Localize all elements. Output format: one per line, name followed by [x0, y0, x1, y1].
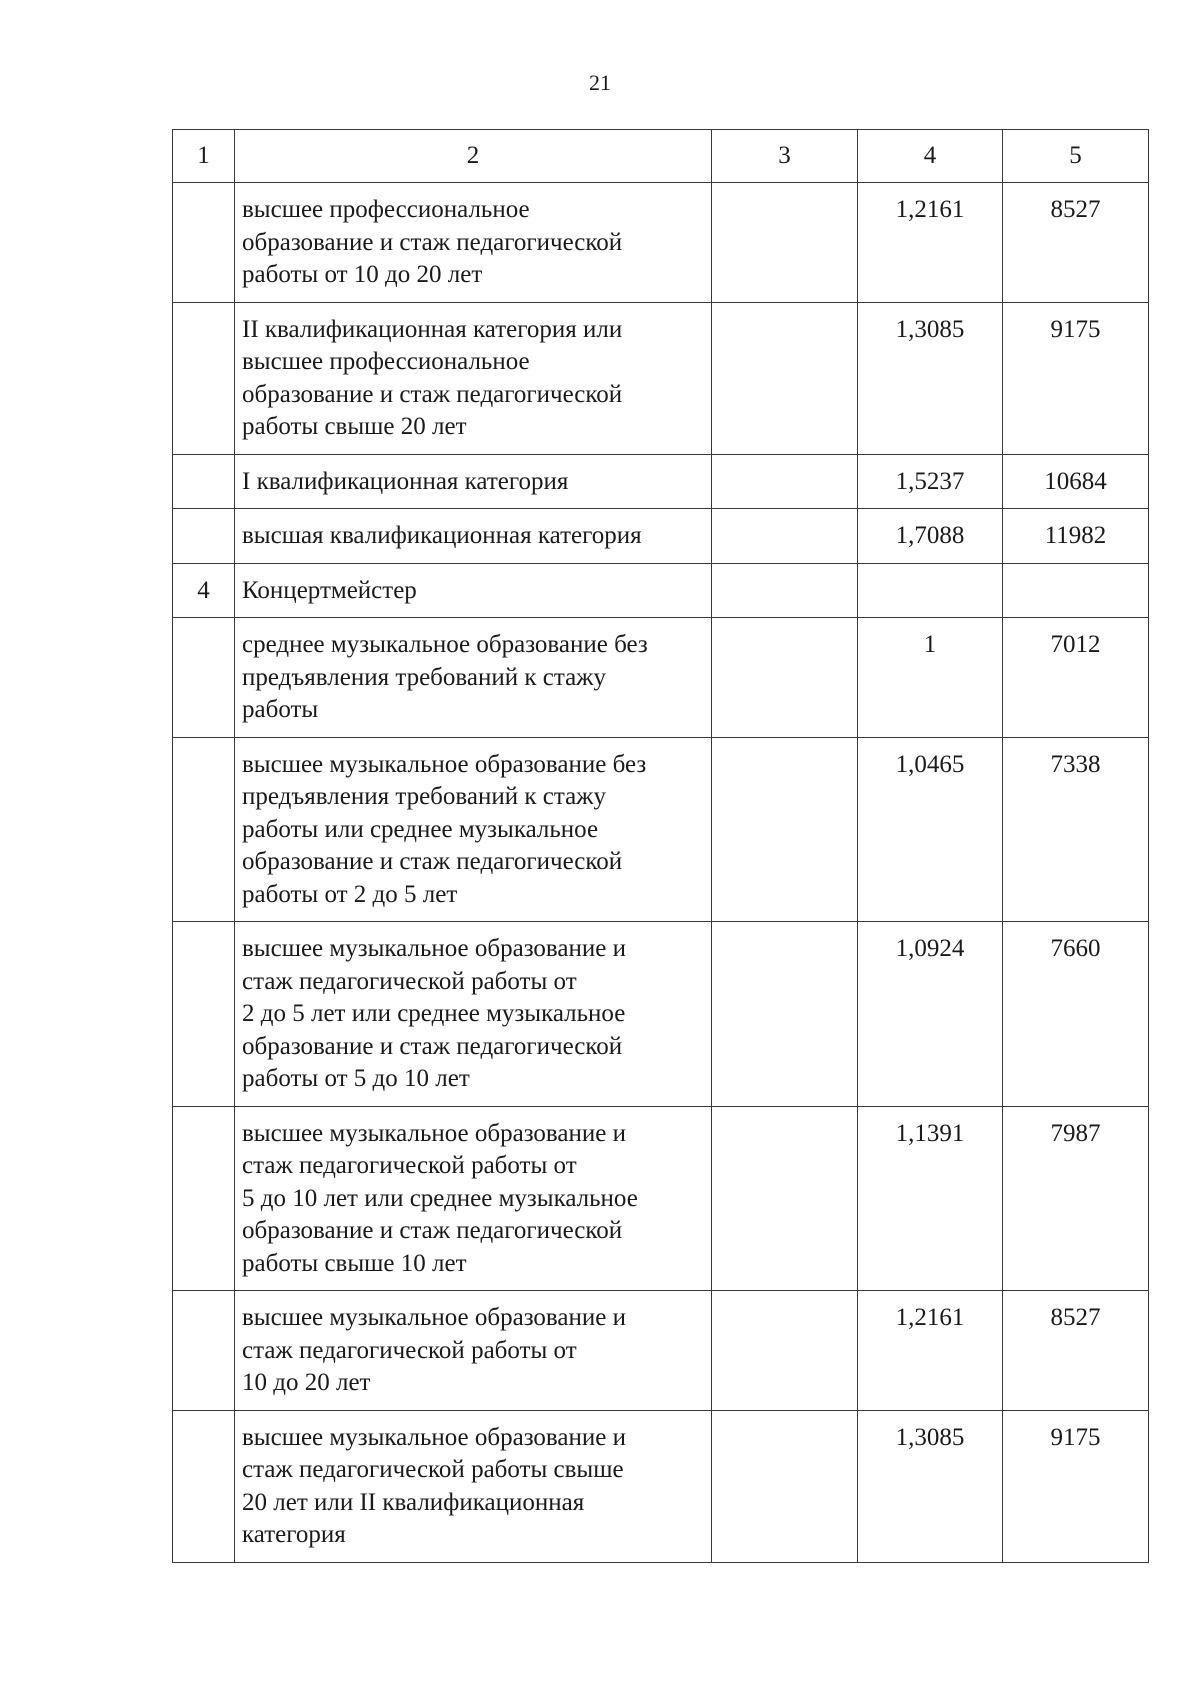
- row-number-cell: [173, 1106, 235, 1291]
- row-value-cell: 8527: [1003, 1291, 1149, 1411]
- row-coefficient-cell: 1,2161: [858, 1291, 1003, 1411]
- row-col3-cell: [712, 1291, 858, 1411]
- row-number-cell: [173, 737, 235, 922]
- table-row: [173, 302, 1149, 454]
- row-coefficient-cell: 1,5237: [858, 454, 1003, 509]
- row-coefficient-cell: 1: [858, 618, 1003, 738]
- header-cell-5: 5: [1003, 130, 1149, 183]
- row-value-cell: 11982: [1003, 509, 1149, 564]
- row-coefficient-cell: 1,0465: [858, 737, 1003, 922]
- table-row: [173, 509, 1149, 564]
- row-description-cell: высшее профессиональное образование и стаж педагогической работы от 10 до 20 лет: [235, 183, 712, 303]
- row-col3-cell: [712, 1106, 858, 1291]
- row-description-cell: II квалификационная категория или высшее профессиональное образование и стаж педагогической работы свыше 20 лет: [235, 302, 712, 454]
- row-coefficient-cell: 1,3085: [858, 302, 1003, 454]
- row-description-cell: высшая квалификационная категория: [235, 509, 712, 564]
- row-description-cell: Концертмейстер: [235, 563, 712, 618]
- row-col3-cell: [712, 737, 858, 922]
- row-number-cell: [173, 183, 235, 303]
- row-number-cell: [173, 454, 235, 509]
- row-col3-cell: [712, 183, 858, 303]
- page-number: 21: [589, 70, 611, 95]
- row-value-cell: 7338: [1003, 737, 1149, 922]
- row-col3-cell: [712, 509, 858, 564]
- row-number-cell: [173, 922, 235, 1107]
- row-value-cell: 7660: [1003, 922, 1149, 1107]
- row-value-cell: 7012: [1003, 618, 1149, 738]
- header-cell-3: 3: [712, 130, 858, 183]
- row-coefficient-cell: 1,7088: [858, 509, 1003, 564]
- table-row: [173, 1291, 1149, 1411]
- row-description-cell: высшее музыкальное образование без предъявления требований к стажу работы или среднее музыкальное образование и стаж педагогической работы от 2 до 5 лет: [235, 737, 712, 922]
- row-col3-cell: [712, 302, 858, 454]
- row-col3-cell: [712, 618, 858, 738]
- table-row: [173, 1410, 1149, 1562]
- table-row: [173, 183, 1149, 303]
- row-coefficient-cell: 1,2161: [858, 183, 1003, 303]
- salary-table: [172, 129, 1149, 1563]
- row-description-cell: высшее музыкальное образование и стаж педагогической работы свыше 20 лет или II квалификационная категория: [235, 1410, 712, 1562]
- header-cell-2: 2: [235, 130, 712, 183]
- header-cell-4: 4: [858, 130, 1003, 183]
- table-row: [173, 563, 1149, 618]
- row-number-cell: [173, 302, 235, 454]
- row-col3-cell: [712, 922, 858, 1107]
- table-row: [173, 922, 1149, 1107]
- row-value-cell: 7987: [1003, 1106, 1149, 1291]
- row-number-cell: [173, 509, 235, 564]
- table-header-row: [173, 130, 1149, 183]
- table-row: [173, 618, 1149, 738]
- row-number-cell: [173, 1410, 235, 1562]
- row-description-cell: I квалификационная категория: [235, 454, 712, 509]
- row-value-cell: [1003, 563, 1149, 618]
- row-value-cell: 8527: [1003, 183, 1149, 303]
- table-row: [173, 454, 1149, 509]
- row-number-cell: 4: [173, 563, 235, 618]
- row-coefficient-cell: 1,1391: [858, 1106, 1003, 1291]
- row-value-cell: 9175: [1003, 1410, 1149, 1562]
- row-description-cell: высшее музыкальное образование и стаж педагогической работы от 5 до 10 лет или среднее музыкальное образование и стаж педагогической работы свыше 10 лет: [235, 1106, 712, 1291]
- row-coefficient-cell: 1,3085: [858, 1410, 1003, 1562]
- row-description-cell: среднее музыкальное образование без предъявления требований к стажу работы: [235, 618, 712, 738]
- header-cell-1: 1: [173, 130, 235, 183]
- row-col3-cell: [712, 454, 858, 509]
- row-value-cell: 9175: [1003, 302, 1149, 454]
- table-body: [173, 183, 1149, 1563]
- row-col3-cell: [712, 1410, 858, 1562]
- row-number-cell: [173, 1291, 235, 1411]
- row-coefficient-cell: 1,0924: [858, 922, 1003, 1107]
- row-number-cell: [173, 618, 235, 738]
- row-coefficient-cell: [858, 563, 1003, 618]
- table-row: [173, 1106, 1149, 1291]
- row-description-cell: высшее музыкальное образование и стаж педагогической работы от 10 до 20 лет: [235, 1291, 712, 1411]
- row-description-cell: высшее музыкальное образование и стаж педагогической работы от 2 до 5 лет или среднее музыкальное образование и стаж педагогической работы от 5 до 10 лет: [235, 922, 712, 1107]
- row-col3-cell: [712, 563, 858, 618]
- table-row: [173, 737, 1149, 922]
- row-value-cell: 10684: [1003, 454, 1149, 509]
